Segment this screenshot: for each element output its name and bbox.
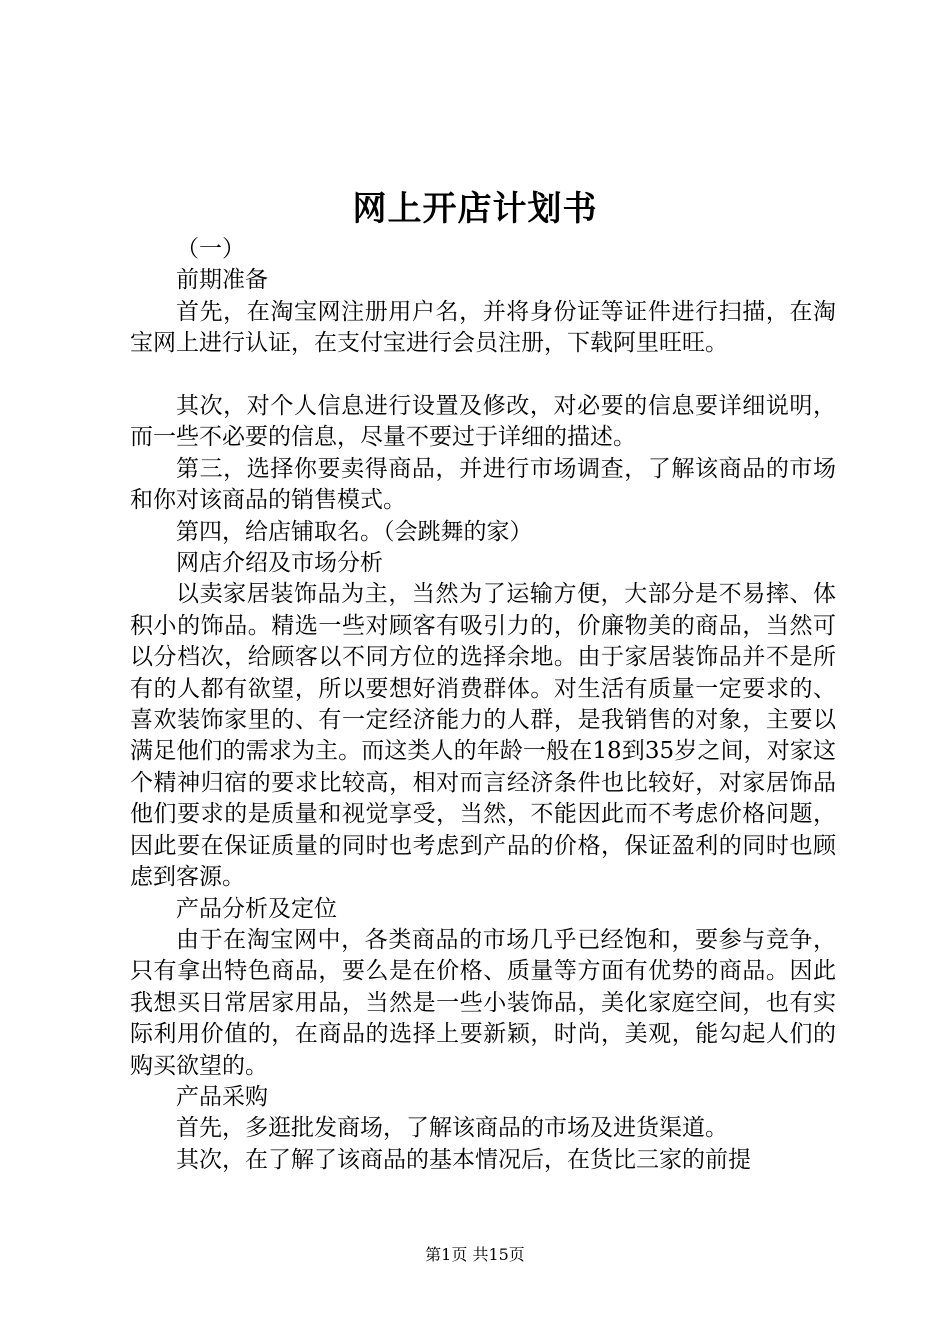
paragraph-personal-info: 其次，对个人信息进行设置及修改，对必要的信息要详细说明，而一些不必要的信息，尽量不要过于详细的描述。	[130, 393, 836, 451]
paragraph-shop-intro: 以卖家居装饰品为主，当然为了运输方便，大部分是不易摔、体积小的饰品。精选一些对顾客有吸引力的，价廉物美的商品，当然可以分档次，给顾客以不同方位的选择余地。由于家居装饰品并不是所有的人都有欲望，所以要想好消费群体。对生活有质量一定要求的、喜欢装饰家里的、有一定经济能力的人群，是我销售的对象，主要以满足他们的需求为主。而这类人的年龄一般在18到35岁之间，对家这个精神归宿的要求比较高，相对而言经济条件也比较好，对家居饰品他们要求的是质量和视觉享受，当然，不能因此而不考虑价格问题，因此要在保证质量的同时也考虑到产品的价格，保证盈利的同时也顾虑到客源。	[130, 581, 836, 891]
paragraph-shop-name: 第四，给店铺取名。（会跳舞的家）	[176, 518, 533, 545]
paragraph-market-research: 第三，选择你要卖得商品，并进行市场调查，了解该商品的市场和你对该商品的销售模式。	[130, 455, 836, 514]
heading-preparation: 前期准备	[176, 267, 268, 294]
paragraph-registration: 首先，在淘宝网注册用户名，并将身份证等证件进行扫描，在淘宝网上进行认证，在支付宝进行会员注册，下载阿里旺旺。	[130, 298, 836, 357]
section-number: （一）	[176, 236, 245, 262]
paragraph-product-analysis: 由于在淘宝网中，各类商品的市场几乎已经饱和，要参与竞争，只有拿出特色商品，要么是在价格、质量等方面有优势的商品。因此我想买日常居家用品，当然是一些小装饰品，美化家庭空间，也有实际利用价值的，在商品的选择上要新颖，时尚，美观，能勾起人们的购买欲望的。	[130, 926, 836, 1079]
document-title: 网上开店计划书	[352, 189, 598, 229]
heading-procurement: 产品采购	[176, 1083, 268, 1110]
heading-shop-intro: 网店介绍及市场分析	[176, 550, 383, 577]
paragraph-procurement-second: 其次，在了解了该商品的基本情况后，在货比三家的前提	[176, 1146, 751, 1173]
document-body	[130, 234, 836, 1176]
heading-product-analysis: 产品分析及定位	[176, 895, 337, 922]
page-footer: 第1页 共15页	[425, 1245, 525, 1264]
paragraph-procurement-first: 首先，多逛批发商场，了解该商品的市场及进货渠道。	[176, 1115, 728, 1142]
